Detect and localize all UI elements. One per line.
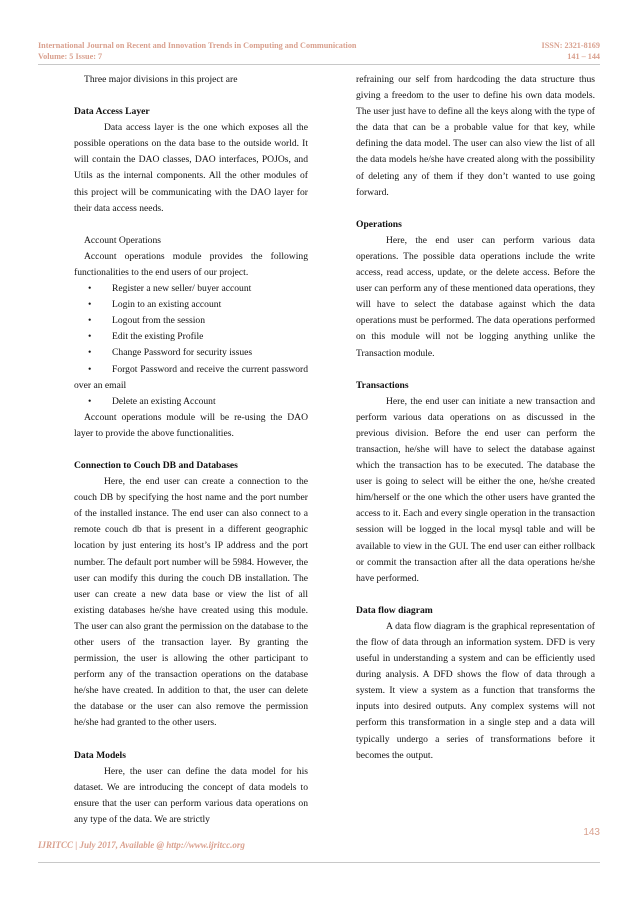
intro-text: Three major divisions in this project are	[84, 74, 238, 85]
header-rule	[38, 64, 600, 65]
list-item: • Forgot Password and receive the current password over an email	[74, 363, 308, 391]
ao-bullet-list	[74, 281, 308, 410]
dal-heading: Data Access Layer	[74, 106, 150, 118]
list-item: • Delete an existing Account	[88, 395, 216, 407]
dm-continued-text: refraining our self from hardcoding the data structure thus giving a freedom to the user to define his own data models. The user just have to define all the keys along with the type of the data that can be a probable value for that key, while defining the data model. The user can also view the list of all the data models he/she have created along with the possibility of deleting any of them if they don’t wanted to use going forward.	[356, 74, 595, 198]
dal-text: Data access layer is the one which exposes all the possible operations on the data base to the outside world. It will contain the DAO classes, DAO interfaces, POJOs, and Utils as the internal components. All the other modules of this project will be communicating with the DAO layer for their data access needs.	[74, 122, 308, 214]
journal-volume: Volume: 5 Issue: 7	[38, 52, 103, 61]
footer-citation: IJRITCC | July 2017, Available @ http://www.ijritcc.org	[38, 840, 245, 850]
dfd-heading: Data flow diagram	[356, 604, 433, 616]
list-item: • Edit the existing Profile	[88, 331, 204, 343]
journal-issn-block	[542, 40, 600, 62]
tx-text: Here, the end user can initiate a new transaction and perform various data operations on as discussed in the previous division. Before the end user can perform the transaction, he/she will have to select the database against which the transaction has to be executed. The database the user is going to select will be either the one, he/she created him/herself or the one which the other users have granted the access to it. Each and every single operation in the transaction session will be logged in the local mysql table and will be available to view in the GUI. The end user can either rollback or commit the transaction after all the data operations he/she have performed.	[356, 395, 595, 584]
couch-text: Here, the end user can create a connection to the couch DB by specifying the host name and the port number of the installed instance. The end user can also connect to a remote couch db that is present in a different geographic location by just entering its host’s IP address and the port number. The default port number will be 5984. However, the user can modify this during the couch DB installation. The user can create a new data base or view the list of all existing databases he/she have created using this module. The user can also grant the permission on the database to the other users of the transaction layer. By granting the permission, the user is allowing the other participant to perform any of the transaction operations on the database he/she have created. In addition to that, the user can delete the database or the user can also remove the permission he/she had granted to the other users.	[74, 476, 308, 729]
list-item: • Logout from the session	[88, 315, 205, 327]
ao-title: Account Operations	[84, 234, 161, 246]
list-item: • Change Password for security issues	[88, 347, 253, 359]
list-item: • Register a new seller/ buyer account	[88, 283, 252, 295]
ao-footer-text: Account operations module will be re-using the DAO layer to provide the above functionalities.	[74, 411, 308, 439]
footer-rule	[38, 862, 600, 863]
journal-pages: 141 – 144	[567, 52, 600, 61]
page-number: 143	[583, 827, 600, 838]
journal-title: International Journal on Recent and Innovation Trends in Computing and Communication	[38, 41, 357, 50]
tx-heading: Transactions	[356, 379, 409, 391]
right-column	[356, 72, 595, 764]
ao-text: Account operations module provides the following functionalities to the end users of our project.	[74, 250, 308, 278]
couch-heading: Connection to Couch DB and Databases	[74, 459, 238, 471]
list-item: • Login to an existing account	[88, 299, 222, 311]
dm-heading: Data Models	[74, 749, 126, 761]
ops-heading: Operations	[356, 218, 402, 230]
journal-header	[38, 40, 356, 62]
dfd-text: A data flow diagram is the graphical representation of the flow of data through an information system. DFD is very useful in understanding a system and can be efficiently used during analysis. A DFD shows the flow of data through a system. It view a system as a function that transforms the inputs into desired outputs. Any complex systems will not perform this transformation in a single step and a data will typically undergo a series of transformations before it becomes the output.	[356, 620, 595, 761]
ops-text: Here, the end user can perform various data operations. The possible data operations include the write access, read access, update, or the delete access. Before the user can perform any of these mentioned data operations, they will have to select the database against which the data operations must be performed. The data operations performed on this module will not be logging anything unlike the Transaction module.	[356, 234, 595, 359]
journal-issn: ISSN: 2321-8169	[541, 41, 600, 50]
dm-text: Here, the user can define the data model for his dataset. We are introducing the concept of data models to ensure that the user can perform various data operations on any type of the data. We are strictly	[74, 765, 308, 825]
left-column	[74, 72, 308, 828]
